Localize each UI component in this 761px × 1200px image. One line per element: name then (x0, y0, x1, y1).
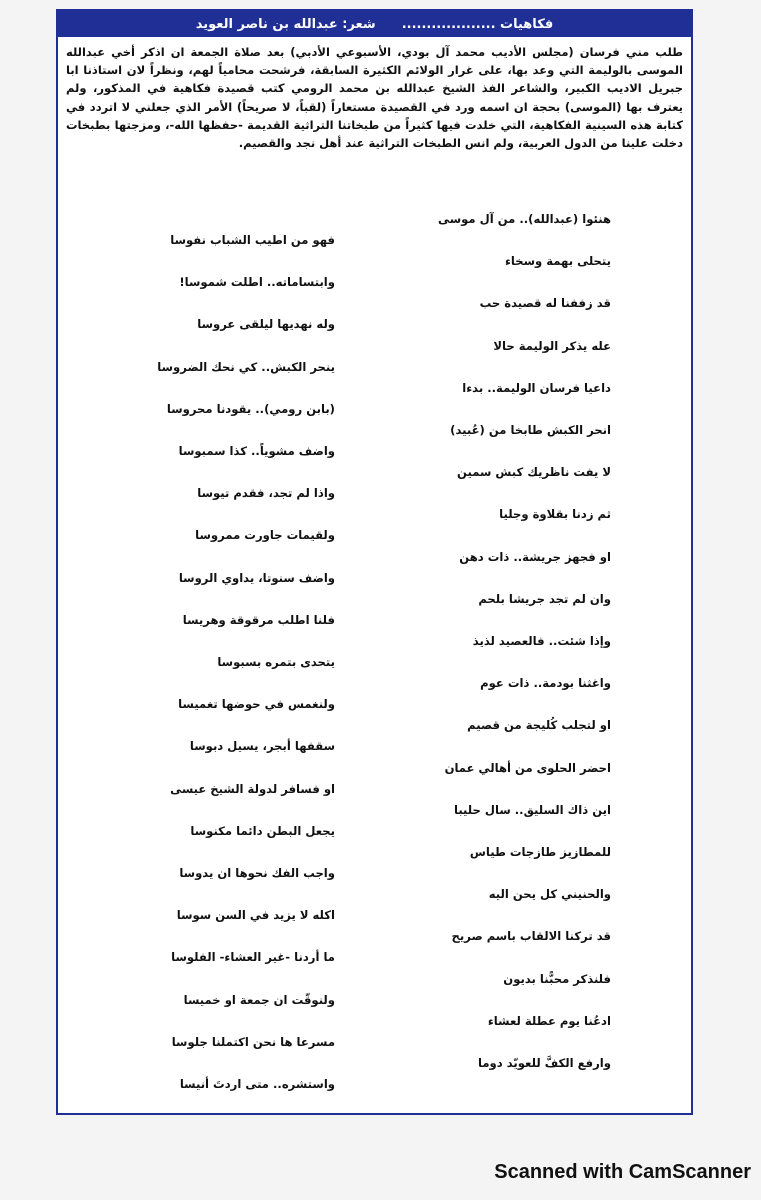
verse-second-hemistich: اكله لا يزيد في السن سوسا (176, 908, 335, 922)
verse-first-hemistich: قد تركنا الالقاب باسم صريح (451, 929, 611, 943)
verse-second-hemistich: ما أردنا -غير العشاء- الفلوسا (171, 950, 335, 964)
article-page (56, 9, 693, 1115)
verse-first-hemistich: او فجهز جريشة.. ذات دهن (459, 550, 611, 564)
verse-second-hemistich: فلنا اطلب مرقوقة وهريسا (182, 613, 335, 627)
verse-second-hemistich: فهو من اطيب الشباب نفوسا (170, 233, 335, 247)
verse-first-hemistich: وارفع الكفَّ للعويّد دوما (478, 1056, 611, 1070)
intro-paragraph: طلب مني فرسان (مجلس الأديب محمد آل بودي، الأسبوعي الأدبي) بعد صلاة الجمعة ان اذكر أخي عبدالله الموسى بالوليمة التي وعد بها، على غرار الولائم الكثيرة السابقة، فرشحت محامياً لهم، ونظراً لان استاذنا ابا جبريل الاديب الكبير، والشاعر الفذ الشيخ عبدالله بن محمد الرومي كتب قصيدة فكاهية في المذكور، ولم يعترف بها (الموسى) بحجة ان اسمه ورد في القصيدة مستعاراً (لقباً، لا صريحاً) الأمر الذي جعلني لا اتردد في كتابة هذه السينية الفكاهية، التي خلدت فيها كثيراً من طبخاتنا التراثية القديمة -حفظها الله-، ومزجتها بطبخات دخلت علينا من الدول العربية، ولم انس الطبخات التراثية عند أهل نجد والقصيم. (66, 45, 683, 151)
article-category: فكاهيات ................... (401, 16, 554, 32)
verse-first-hemistich: ادعُنا يوم عطلة لعشاء (487, 1014, 611, 1028)
verse-second-hemistich: وابتساماته.. اطلت شموسا! (179, 275, 335, 289)
verse-second-hemistich: مسرعا ها نحن اكتملنا جلوسا (171, 1035, 335, 1049)
verse-second-hemistich: او فسافر لدولة الشيخ عيسى (170, 782, 335, 796)
verse-second-hemistich: يجعل البطن دائما مكنوسا (190, 824, 335, 838)
verse-second-hemistich: ولنغمس في حوضها تغميسا (178, 697, 335, 711)
verse-second-hemistich: واضف سنوتا، يداوي الروسا (178, 571, 335, 585)
verse-first-hemistich: يتحلى بهمة وسخاء (504, 254, 611, 268)
verse-first-hemistich: والحنيني كل يحن اليه (488, 887, 611, 901)
article-header (58, 11, 691, 37)
verse-second-hemistich: ولنوقّت ان جمعة او خميسا (183, 993, 335, 1007)
verse-second-hemistich: واستشره.. متى اردتَ أنيسا (179, 1077, 335, 1091)
verse-second-hemistich: (بابن رومي).. يقودنا محروسا (166, 402, 335, 416)
verse-first-hemistich: واغثنا بودمة.. ذات عوم (480, 676, 611, 690)
verse-second-hemistich: وله نهديها ليلقى عروسا (197, 317, 335, 331)
verse-first-hemistich: فلنذكر محبًّنا بديون (503, 972, 611, 986)
verse-first-hemistich: احضر الحلوى من أهالي عمان (444, 761, 611, 775)
verse-first-hemistich: وإذا شئت.. فالعصيد لذيذ (472, 634, 611, 648)
verse-second-hemistich: يتحدى بتمره بسبوسا (217, 655, 335, 669)
verse-first-hemistich: عله يذكر الوليمة حالا (493, 339, 611, 353)
verse-first-hemistich: او لتجلب كُليجة من قصيم (467, 718, 611, 732)
verse-first-hemistich: هنئوا (عبدالله).. من آل موسى (438, 212, 611, 226)
article-author: شعر: عبدالله بن ناصر العويد (195, 16, 376, 32)
verse-first-hemistich: انحر الكبش طابخا من (عُبيد) (450, 423, 611, 437)
verse-first-hemistich: ثم زدنا بقلاوة وجليا (499, 507, 611, 521)
verse-first-hemistich: لا يفت ناظريك كبش سمين (457, 465, 611, 479)
verse-second-hemistich: واجب الفك نحوها ان يدوسا (179, 866, 335, 880)
verse-second-hemistich: واذا لم تجد، فقدم تيوسا (197, 486, 335, 500)
verse-first-hemistich: قد زففنا له قصيدة حب (479, 296, 611, 310)
verse-first-hemistich: داعيا فرسان الوليمة.. بدءا (462, 381, 611, 395)
camscanner-watermark: Scanned with CamScanner (494, 1161, 751, 1183)
verse-first-hemistich: للمطازيز طازجات طياس (469, 845, 611, 859)
verse-first-hemistich: وان لم تجد جريشا بلحم (478, 592, 611, 606)
verse-second-hemistich: ينحر الكبش.. كي نحك الضروسا (157, 360, 335, 374)
verse-second-hemistich: واضف مشوياً.. كذا سمبوسا (178, 444, 335, 458)
verse-first-hemistich: اين ذاك السليق.. سال حليبا (453, 803, 611, 817)
verse-second-hemistich: ولقيمات جاورت ممروسا (195, 528, 335, 542)
verse-second-hemistich: سقفها أبجر، يسيل دبوسا (189, 739, 335, 753)
